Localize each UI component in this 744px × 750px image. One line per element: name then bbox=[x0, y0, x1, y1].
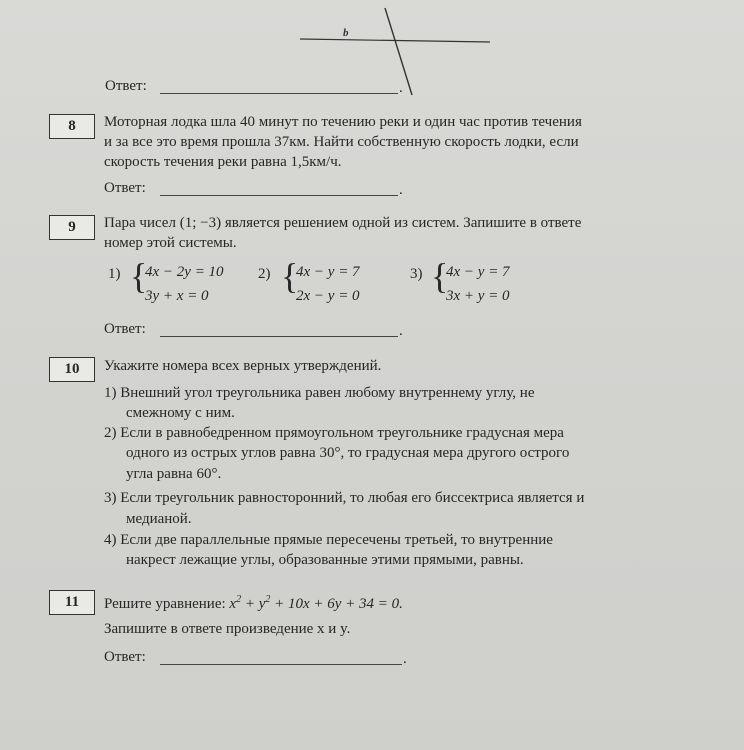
statement2-line1: 2) Если в равнобедренном прямоугольном треугольнике градусная мера bbox=[104, 425, 564, 441]
task11-line2: Запишите в ответе произведение x и y. bbox=[104, 621, 351, 637]
task11-number: 11 bbox=[49, 590, 95, 615]
task9-line1: Пара чисел (1; −3) является решением одной из систем. Запишите в ответе bbox=[104, 215, 582, 231]
task9-line2: номер этой системы. bbox=[104, 235, 237, 251]
statement2-line2: одного из острых углов равна 30°, то градусная мера другого острого bbox=[126, 445, 570, 461]
system3-brace: { bbox=[431, 256, 449, 296]
system1-label: 1) bbox=[108, 266, 121, 282]
task11-answer-line[interactable] bbox=[160, 664, 402, 665]
task11-answer-dot: . bbox=[403, 651, 407, 667]
header-answer-label: Ответ: bbox=[105, 78, 147, 94]
task9-answer-dot: . bbox=[399, 323, 403, 339]
system1-eq1: 4x − 2y = 10 bbox=[145, 264, 224, 280]
task11-prompt-line bbox=[104, 595, 403, 614]
system3-eq1: 4x − y = 7 bbox=[446, 264, 510, 280]
eq-y-exponent: 2 bbox=[265, 594, 271, 605]
task8-number: 8 bbox=[49, 114, 95, 139]
system3-label: 3) bbox=[410, 266, 423, 282]
line-b-label: b bbox=[343, 27, 349, 39]
system2-eq1: 4x − y = 7 bbox=[296, 264, 360, 280]
header-answer-line[interactable] bbox=[160, 93, 398, 94]
statement4-line1: 4) Если две параллельные прямые пересечены третьей, то внутренние bbox=[104, 532, 553, 548]
eq-rest: + 10x + 6y + 34 = 0. bbox=[270, 596, 403, 612]
task9-number: 9 bbox=[49, 215, 95, 240]
task8-line2: и за все это время прошла 37км. Найти собственную скорость лодки, если bbox=[104, 134, 579, 150]
system1-eq2: 3y + x = 0 bbox=[145, 288, 209, 304]
system2-label: 2) bbox=[258, 266, 271, 282]
task8-answer-label: Ответ: bbox=[104, 180, 146, 196]
task8-line3: скорость течения реки равна 1,5км/ч. bbox=[104, 154, 342, 170]
eq-y: y bbox=[258, 596, 266, 612]
system2-brace: { bbox=[281, 256, 299, 296]
statement3-line2: медианой. bbox=[126, 511, 192, 527]
system3-eq2: 3x + y = 0 bbox=[446, 288, 510, 304]
task9-answer-line[interactable] bbox=[160, 336, 398, 337]
system1-brace: { bbox=[130, 256, 148, 296]
task9-answer-label: Ответ: bbox=[104, 321, 146, 337]
task11-answer-label: Ответ: bbox=[104, 649, 146, 665]
header-answer-dot: . bbox=[399, 80, 403, 96]
task10-number: 10 bbox=[49, 357, 95, 382]
system2-eq2: 2x − y = 0 bbox=[296, 288, 360, 304]
task8-answer-dot: . bbox=[399, 182, 403, 198]
statement1-line1: 1) Внешний угол треугольника равен любому внутреннему углу, не bbox=[104, 385, 535, 401]
task8-answer-line[interactable] bbox=[160, 195, 398, 196]
task10-title: Укажите номера всех верных утверждений. bbox=[104, 358, 382, 374]
eq-x: x bbox=[229, 596, 237, 612]
statement2-line3: угла равна 60°. bbox=[126, 466, 222, 482]
task8-line1: Моторная лодка шла 40 минут по течению реки и один час против течения bbox=[104, 114, 582, 130]
eq-x-exponent: 2 bbox=[236, 594, 242, 605]
statement1-line2: смежному с ним. bbox=[126, 405, 235, 421]
eq-plus: + bbox=[241, 596, 259, 612]
task11-prompt: Решите уравнение: bbox=[104, 596, 226, 612]
task11-equation bbox=[229, 596, 403, 612]
statement4-line2: накрест лежащие углы, образованные этими прямыми, равны. bbox=[126, 552, 524, 568]
statement3-line1: 3) Если треугольник равносторонний, то любая его биссектриса является и bbox=[104, 490, 585, 506]
